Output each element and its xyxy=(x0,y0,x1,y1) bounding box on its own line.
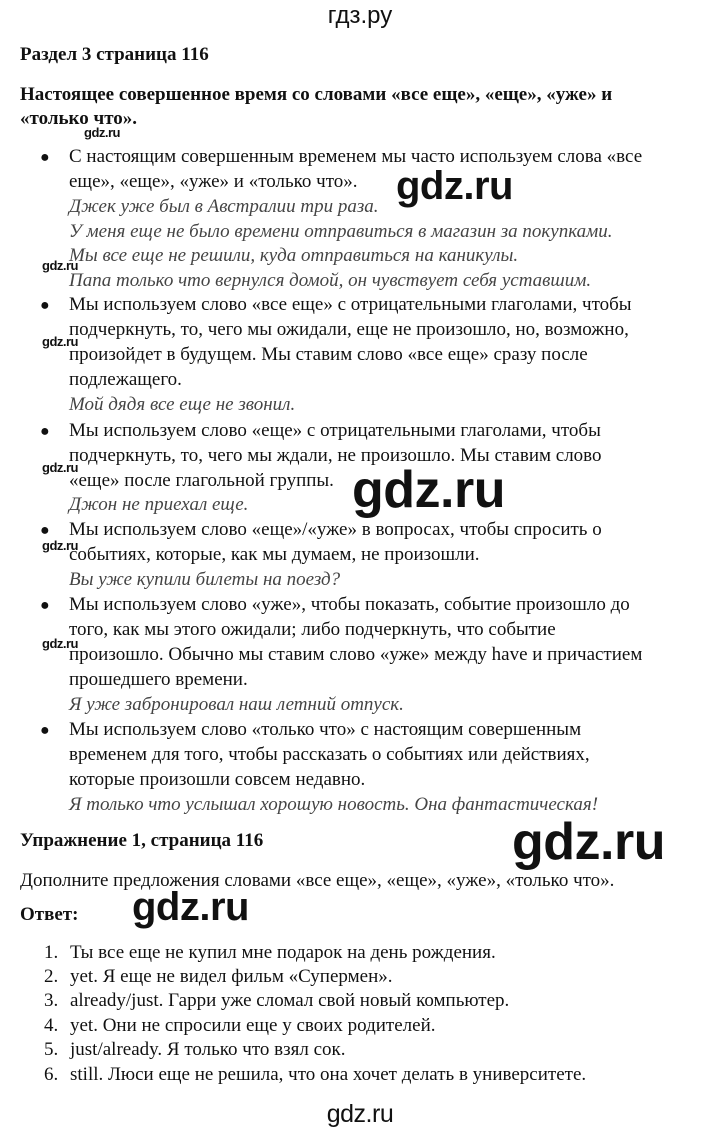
watermark-large-1: gdz.ru xyxy=(352,461,505,519)
bullet-6-line-2: временем для того, чтобы рассказать о событиях или действиях, xyxy=(69,744,590,765)
bullet-3-marker: ● xyxy=(40,423,50,440)
bullet-1-line-2: еще», «еще», «уже» и «только что». xyxy=(69,171,358,192)
watermark-small-2: gdz.ru xyxy=(42,258,78,273)
bullet-4-line-1: Мы используем слово «еще»/«уже» в вопросах, чтобы спросить о xyxy=(69,519,602,540)
watermark-small-4: gdz.ru xyxy=(42,460,78,475)
bullet-2-line-1: Мы используем слово «все еще» с отрицательными глаголами, чтобы xyxy=(69,294,632,315)
exercise-title: Упражнение 1, страница 116 xyxy=(20,830,264,851)
answer-5-text: just/already. Я только что взял сок. xyxy=(70,1039,346,1060)
bullet-1-example-3: Мы все еще не решили, куда отправиться на каникулы. xyxy=(69,245,519,266)
bullet-2-line-2: подчеркнуть, то, чего мы ожидали, еще не произошло, но, возможно, xyxy=(69,319,629,340)
watermark-medium-1: gdz.ru xyxy=(396,164,513,208)
bullet-4-example-1: Вы уже купили билеты на поезд? xyxy=(69,569,341,590)
bullet-5-example-1: Я уже забронировал наш летний отпуск. xyxy=(69,694,404,715)
answer-label: Ответ: xyxy=(20,904,79,925)
watermark-footer: gdz.ru xyxy=(326,1100,394,1128)
bullet-2-marker: ● xyxy=(40,297,50,314)
bullet-4-marker: ● xyxy=(40,522,50,539)
answer-1-text: Ты все еще не купил мне подарок на день рождения. xyxy=(70,942,496,963)
answer-2-number: 2. xyxy=(44,966,59,987)
watermark-medium-2: gdz.ru xyxy=(132,885,249,929)
bullet-4-line-2: событиях, которые, как мы думаем, не произошли. xyxy=(69,544,480,565)
bullet-3-line-1: Мы используем слово «еще» с отрицательными глаголами, чтобы xyxy=(69,420,601,441)
grammar-title-line-1: Настоящее совершенное время со словами «все еще», «еще», «уже» и xyxy=(20,84,613,105)
bullet-1-example-2: У меня еще не было времени отправиться в магазин за покупками. xyxy=(69,221,613,242)
answer-6-number: 6. xyxy=(44,1064,59,1085)
watermark-small-5: gdz.ru xyxy=(42,538,78,553)
bullet-3-line-3: «еще» после глагольной группы. xyxy=(69,470,334,491)
bullet-6-line-3: которые произошли совсем недавно. xyxy=(69,769,366,790)
bullet-5-line-3: произошло. Обычно мы ставим слово «уже» между have и причастием xyxy=(69,644,643,665)
answer-1-number: 1. xyxy=(44,942,59,963)
bullet-1-line-1: С настоящим совершенным временем мы часто используем слова «все xyxy=(69,146,643,167)
watermark-large-2: gdz.ru xyxy=(512,813,665,871)
bullet-6-example-1: Я только что услышал хорошую новость. Она фантастическая! xyxy=(69,794,599,815)
watermark-small-3: gdz.ru xyxy=(42,334,78,349)
answer-3-text: already/just. Гарри уже сломал свой новый компьютер. xyxy=(70,990,510,1011)
bullet-1-example-1: Джек уже был в Австралии три раза. xyxy=(69,196,379,217)
bullet-2-line-4: подлежащего. xyxy=(69,369,182,390)
grammar-title-line-2: «только что». xyxy=(20,108,138,129)
answer-5-number: 5. xyxy=(44,1039,59,1060)
answer-6-text: still. Люси еще не решила, что она хочет делать в университете. xyxy=(70,1064,587,1085)
answer-3-number: 3. xyxy=(44,990,59,1011)
bullet-5-line-2: того, как мы этого ожидали; либо подчеркнуть, что событие xyxy=(69,619,556,640)
bullet-5-line-4: прошедшего времени. xyxy=(69,669,248,690)
bullet-3-example-1: Джон не приехал еще. xyxy=(69,494,249,515)
bullet-3-line-2: подчеркнуть, то, чего мы ждали, не произошло. Мы ставим слово xyxy=(69,445,602,466)
answer-2-text: yet. Я еще не видел фильм «Супермен». xyxy=(70,966,393,987)
bullet-5-marker: ● xyxy=(40,597,50,614)
bullet-2-line-3: произойдет в будущем. Мы ставим слово «все еще» сразу после xyxy=(69,344,588,365)
watermark-small-1: gdz.ru xyxy=(84,125,120,140)
answer-4-number: 4. xyxy=(44,1015,59,1036)
answer-4-text: yet. Они не спросили еще у своих родителей. xyxy=(70,1015,436,1036)
site-header-title[interactable]: гдз.ру xyxy=(327,2,393,29)
exercise-task: Дополните предложения словами «все еще», «еще», «уже», «только что». xyxy=(20,870,615,891)
bullet-1-example-4: Папа только что вернулся домой, он чувствует себя уставшим. xyxy=(69,270,592,291)
bullet-6-line-1: Мы используем слово «только что» с настоящим совершенным xyxy=(69,719,582,740)
watermark-small-6: gdz.ru xyxy=(42,636,78,651)
section-title: Раздел 3 страница 116 xyxy=(20,44,209,65)
bullet-6-marker: ● xyxy=(40,722,50,739)
bullet-5-line-1: Мы используем слово «уже», чтобы показать, событие произошло до xyxy=(69,594,630,615)
bullet-2-example-1: Мой дядя все еще не звонил. xyxy=(69,394,296,415)
bullet-1-marker: ● xyxy=(40,149,50,166)
